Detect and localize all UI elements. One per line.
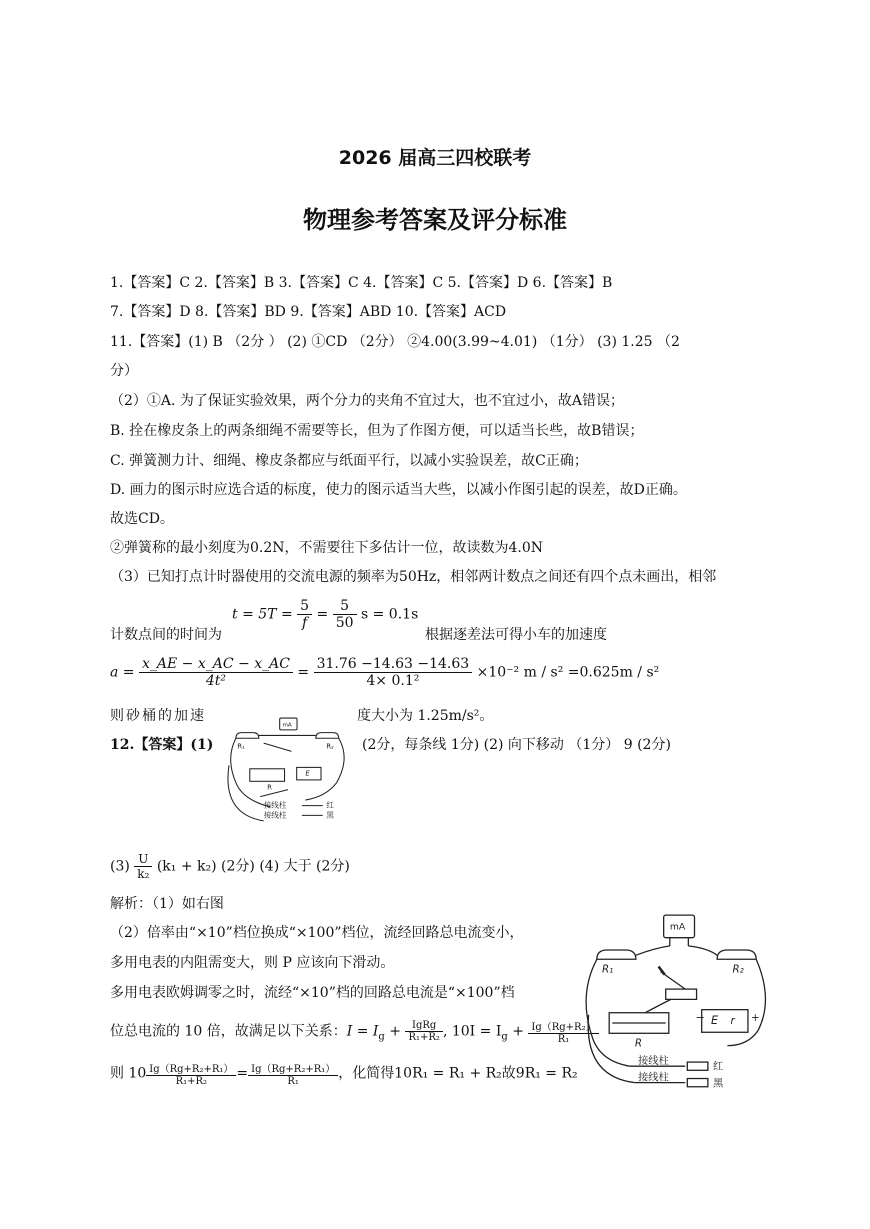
answer-q11: 11.【答案】(1) B （2分 ） (2) ①CD （2分） ②4.00(3.99~4.01) （1分） (3) 1.25 （2 — [110, 334, 680, 350]
svg-text:R₁: R₁ — [237, 742, 245, 751]
svg-text:E: E — [305, 769, 310, 778]
answer-key-title: 物理参考答案及评分标准 — [303, 206, 567, 234]
exam-title: 2026 届高三四校联考 — [338, 147, 532, 169]
analysis-11-p3: C. 弹簧测力计、细绳、橡皮条都应与纸面平行，以减小实验误差，故C正确； — [110, 453, 588, 469]
analysis-12-p1: 解析：（1）如右图 — [110, 896, 224, 912]
label-minus: − — [695, 1010, 705, 1024]
analysis-11-p5: 故选CD。 — [110, 511, 174, 527]
answer-q11-cont: 分） — [110, 363, 138, 379]
red-lead-label: 红 — [713, 1060, 724, 1073]
analysis-11-p2: B. 拴在橡皮条上的两条细绳不需要等长，但为了作图方便，可以适当长些，故B错误； — [110, 423, 644, 439]
svg-text:黑: 黑 — [326, 810, 334, 820]
svg-text:接线柱: 接线柱 — [263, 810, 287, 820]
label-r: R — [634, 1037, 643, 1050]
analysis-12-p4: 多用电表欧姆调零之时，流经“×10”档的回路总电流是“×100”档 — [110, 985, 515, 1001]
analysis-11-p9b: 度大小为 1.25m/s²。 — [357, 708, 494, 724]
label-e: E — [710, 1014, 719, 1028]
meter-label: mA — [669, 921, 686, 933]
svg-text:接线柱: 接线柱 — [263, 800, 287, 810]
analysis-11-p6: ②弹簧称的最小刻度为0.2N，不需要往下多估计一位，故读数为4.0N — [110, 540, 544, 556]
label-r2: R₂ — [732, 963, 744, 976]
answer-q12-rest: (2分，每条线 1分) (2) 向下移动 （1分） 9 (2分) — [362, 737, 671, 753]
answers-row-2: 7.【答案】D 8.【答案】BD 9.【答案】ABD 10.【答案】ACD — [110, 304, 507, 320]
answer-q12-label: 12.【答案】(1) — [110, 737, 214, 753]
label-r-internal: r — [730, 1015, 735, 1028]
label-plus: + — [751, 1011, 760, 1024]
analysis-11-p4: D. 画力的图示时应选合适的标度，使力的图示适当大些，以减小作图引起的误差，故D正确。 — [110, 482, 687, 498]
circuit-diagram-large — [578, 912, 774, 1096]
svg-text:R: R — [267, 783, 272, 792]
circuit-diagram-small — [222, 716, 354, 832]
answer-q12-part3: (3) $\frac{U}{\text{k₂}}$ (k₁ + k₂) (2分) (4) 大于 (2分) — [110, 852, 350, 881]
analysis-12-p2: （2）倍率由“×10”档位换成“×100”档位，流经回路总电流变小， — [110, 925, 524, 941]
analysis-11-p1: （2）①A. 为了保证实验效果，两个分力的夹角不宜过大，也不宜过小，故A错误； — [110, 393, 625, 409]
terminal-label-1: 接线柱 — [637, 1055, 669, 1068]
analysis-12-p5: 位总电流的 10 倍，故满足以下关系：$I = I_g$ + $\frac{\text{IgRg}}{\text{R₁+R₂}}$ , $10I = I_g$ + $\frac{\text{Ig（Rg+R₂）}}{\text{R₁}}$ — [110, 1018, 599, 1045]
analysis-12-p6: 则 10 $\frac{\text{Ig（Rg+R₂+R₁）}}{\text{R₁+R₂}}$ = $\frac{\text{Ig（Rg+R₂+R₁）}}{\text{R₁}}$ ，化简得10R₁ = R₁ + R₂故9R₁ = R₂ — [110, 1060, 578, 1087]
terminal-label-2: 接线柱 — [637, 1071, 669, 1084]
analysis-12-p3: 多用电表的内阻需变大，则 P 应该向下滑动。 — [110, 955, 395, 971]
black-lead-label: 黑 — [713, 1077, 724, 1090]
analysis-11-p9a: 则砂桶的加速 — [110, 708, 206, 724]
answers-row-1: 1.【答案】C 2.【答案】B 3.【答案】C 4.【答案】C 5.【答案】D 6.【答案】B — [110, 275, 613, 291]
analysis-11-p8b: 根据逐差法可得小车的加速度 — [425, 627, 607, 643]
meter-label-small: mA — [282, 722, 292, 729]
formula-time: t = 5T = $\frac{5}{f}$ = $\frac{5}{50}$ s = 0.1s — [232, 598, 419, 631]
svg-text:红: 红 — [326, 800, 334, 810]
formula-acceleration: a = $\frac{x\_AE - x\_AC - x\_AC}{\text{4t²}}$ = $\frac{31.76 -14.63 -14.63}{\text{4× 0.1²}}$ ×10⁻² m / s² =0.625m / s² — [110, 656, 660, 689]
analysis-11-p7: （3）已知打点计时器使用的交流电源的频率为50Hz，相邻两计数点之间还有四个点未画出，相邻 — [110, 569, 717, 585]
label-r1: R₁ — [601, 963, 614, 976]
analysis-11-p8a: 计数点间的时间为 — [110, 627, 222, 643]
svg-text:R₂: R₂ — [326, 742, 334, 751]
